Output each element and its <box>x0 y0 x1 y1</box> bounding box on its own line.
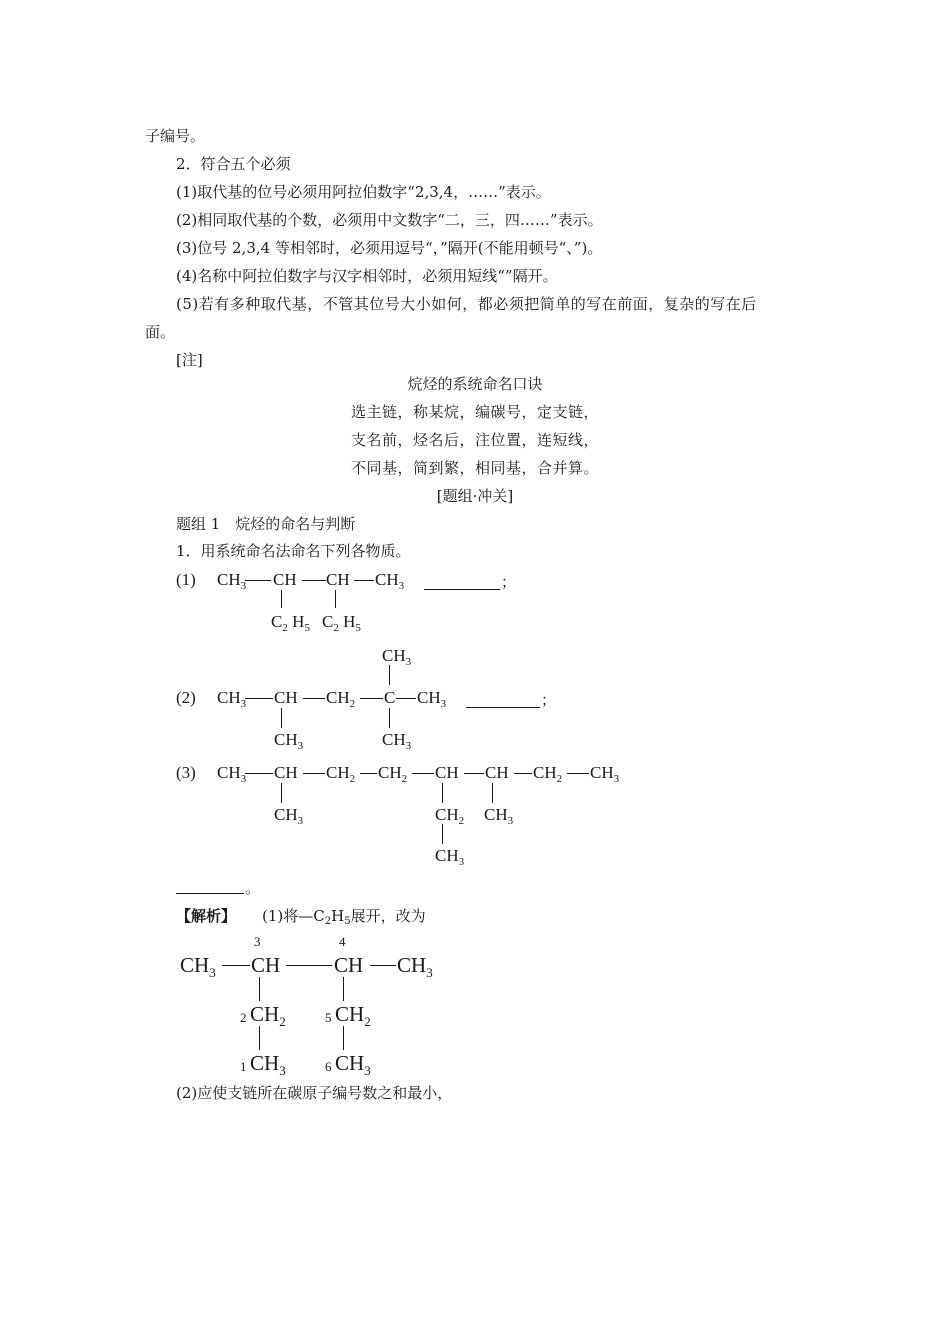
punctuation: ； <box>501 573 517 591</box>
bond <box>343 1026 344 1050</box>
position-number: 1 <box>240 1059 247 1074</box>
poem-line: 支名前，烃名后，注位置，连短线， <box>350 431 599 449</box>
bond <box>303 698 325 699</box>
position-number: 6 <box>325 1059 332 1074</box>
text-line: 子编号。 <box>145 127 206 145</box>
formula-group: $C_2$ $H_5$ <box>271 612 310 634</box>
bond <box>370 965 396 966</box>
position-number: 3 <box>254 934 261 949</box>
bond <box>302 580 326 581</box>
position-number: 2 <box>240 1010 247 1025</box>
formula-group: $CH_3$ <box>335 1051 371 1078</box>
bond <box>335 590 336 608</box>
rule-item: (1)取代基的位号必须用阿拉伯数字“2,3,4，……”表示。 <box>176 183 551 201</box>
formula-group: $CH_3$ <box>217 570 247 592</box>
bond <box>259 977 260 1001</box>
poem-line: 选主链，称某烷，编碳号，定支链， <box>350 403 599 421</box>
bond <box>222 965 250 966</box>
bond <box>245 580 271 581</box>
bond <box>354 580 374 581</box>
formula-group: CH <box>251 953 281 977</box>
rule-item: (2)相同取代基的个数，必须用中文数字“二，三，四……”表示。 <box>176 211 603 229</box>
formula-group: $CH_3$ <box>217 688 247 710</box>
bond <box>412 773 434 774</box>
formula-group: $CH_2$ <box>533 763 563 785</box>
formula-group: $CH_3$ <box>375 570 405 592</box>
bond <box>259 1026 260 1050</box>
rule-item: (3)位号 2,3,4 等相邻时，必须用逗号“，”隔开(不能用顿号“、”)。 <box>176 239 603 257</box>
analysis-text: (2)应使支链所在碳原子编号数之和最小， <box>176 1084 453 1102</box>
bond <box>286 965 332 966</box>
formula-group: $C_2$ $H_5$ <box>322 612 361 634</box>
note-label: [注] <box>176 351 203 369</box>
formula-group: $CH_3$ <box>397 953 433 980</box>
bond <box>303 773 325 774</box>
punctuation: 。 <box>245 879 261 897</box>
formula-group: CH <box>274 688 298 707</box>
formula-group: $CH_2$ <box>326 688 356 710</box>
formula-group: $CH_3$ <box>180 953 216 980</box>
formula-group: CH <box>274 763 298 782</box>
formula-group: $CH_2$ <box>326 763 356 785</box>
bond <box>442 824 443 844</box>
bond <box>281 783 282 803</box>
bond <box>360 773 377 774</box>
formula-label: (2) <box>176 688 196 707</box>
formula-group: $CH_3$ <box>274 730 304 752</box>
formula-group: $CH_3$ <box>435 846 465 868</box>
answer-blank[interactable] <box>176 893 244 894</box>
formula-group: $CH_3$ <box>274 805 304 827</box>
answer-blank[interactable] <box>466 707 540 708</box>
text-line: 面。 <box>145 323 176 341</box>
formula-group: $CH_3$ <box>484 805 514 827</box>
bond <box>464 773 484 774</box>
formula-group: $CH_3$ <box>382 730 412 752</box>
bond <box>396 698 416 699</box>
bond <box>567 773 589 774</box>
formula-group: CH <box>334 953 364 977</box>
formula-group: CH <box>326 570 350 589</box>
punctuation: ； <box>541 691 557 709</box>
bond <box>245 773 273 774</box>
formula-label: (1) <box>176 570 196 589</box>
section-heading: 2．符合五个必须 <box>176 155 291 173</box>
rule-item: (5)若有多种取代基，不管其位号大小如何，都必须把简单的写在前面，复杂的写在后 <box>176 295 757 313</box>
position-number: 4 <box>339 934 346 949</box>
poem-line: 不同基，简到繁，相同基，合并算。 <box>350 459 599 477</box>
analysis-text: (1)将$—C_2H_5$展开，改为 <box>262 907 426 927</box>
analysis-label: 【解析】 <box>176 907 237 925</box>
poem-title: 烷烃的系统命名口诀 <box>407 375 543 393</box>
question-text: 1．用系统命名法命名下列各物质。 <box>176 542 411 560</box>
bond <box>281 590 282 608</box>
bond <box>245 698 273 699</box>
bond <box>442 783 443 803</box>
rule-item: (4)名称中阿拉伯数字与汉字相邻时，必须用短线“”隔开。 <box>176 267 558 285</box>
formula-group: $CH_3$ <box>417 688 447 710</box>
formula-group: $CH_2$ <box>378 763 408 785</box>
bond <box>492 783 493 803</box>
group-title: 题组 1 烷烃的命名与判断 <box>176 515 356 533</box>
formula-group: C <box>384 688 396 707</box>
formula-label: (3) <box>176 763 196 782</box>
bond <box>389 665 390 685</box>
bond <box>514 773 532 774</box>
formula-group: $CH_2$ <box>335 1002 371 1029</box>
bond <box>360 698 383 699</box>
formula-group: $CH_2$ <box>435 805 465 827</box>
formula-group: $CH_3$ <box>217 763 247 785</box>
position-number: 5 <box>325 1010 332 1025</box>
formula-group: CH <box>435 763 459 782</box>
formula-group: CH <box>485 763 509 782</box>
formula-group: $CH_3$ <box>590 763 620 785</box>
formula-group: $CH_2$ <box>250 1002 286 1029</box>
formula-group: CH <box>273 570 297 589</box>
formula-group: $CH_3$ <box>382 646 412 668</box>
bond <box>389 708 390 728</box>
bond <box>281 708 282 728</box>
answer-blank[interactable] <box>424 589 500 590</box>
formula-group: $CH_3$ <box>250 1051 286 1078</box>
section-tag: [题组·冲关] <box>436 487 514 505</box>
bond <box>343 977 344 1001</box>
